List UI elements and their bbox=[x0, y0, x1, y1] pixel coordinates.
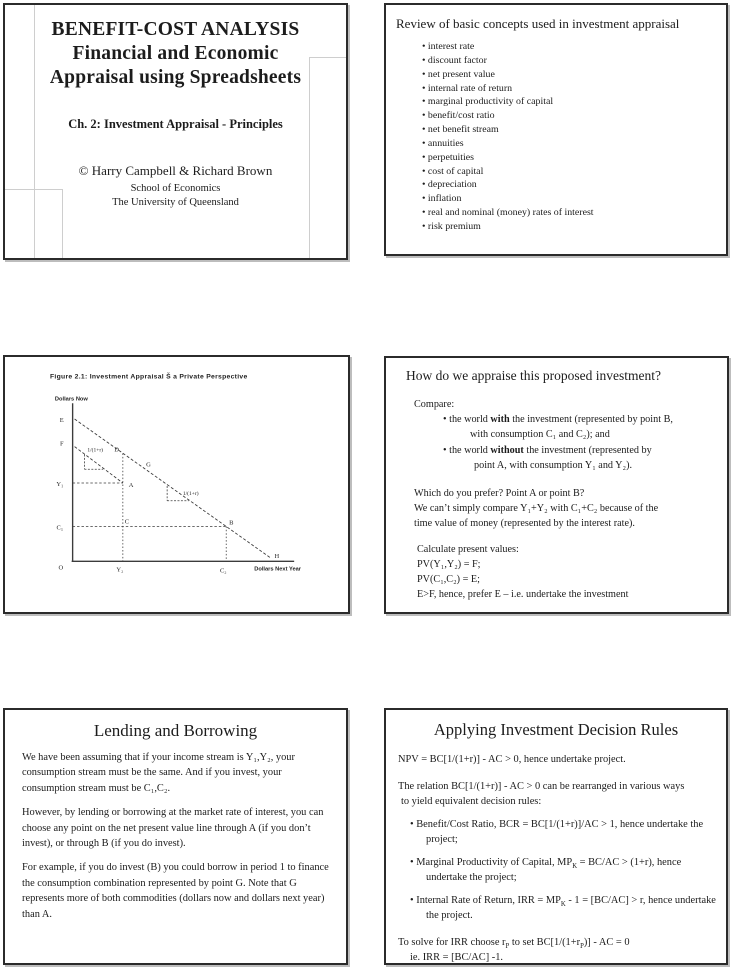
point-label-H: H bbox=[274, 552, 280, 560]
list-item: • real and nominal (money) rates of interest bbox=[422, 207, 594, 219]
point-label-E: E bbox=[59, 416, 64, 424]
list-item: • perpetuities bbox=[422, 151, 474, 163]
course-title-line-3: Appraisal using Spreadsheets bbox=[49, 67, 302, 88]
paragraph-example: For example, if you do invest (B) you could borrow in period 1 to finance the consumption combination represented by point G. Note that G represents more of both commodities (dollars now and dollars next year) bbox=[22, 862, 329, 905]
budget-line-EH bbox=[75, 419, 271, 558]
solve-irr-line-wrap: ie. IRR = [BC/AC] -1. bbox=[410, 952, 504, 963]
slide-heading: Applying Investment Decision Rules bbox=[433, 720, 679, 739]
axis-label-Y2: Y₂ bbox=[116, 566, 124, 574]
list-item: • cost of capital bbox=[422, 165, 484, 177]
scan-artifact-line bbox=[309, 57, 348, 58]
list-item: • depreciation bbox=[422, 179, 477, 191]
list-item: • discount factor bbox=[422, 54, 487, 66]
list-item: • interest rate bbox=[422, 41, 475, 52]
point-label-G: G bbox=[146, 461, 151, 469]
comparison-line-wrap: time value of money (represented by the interest rate). bbox=[414, 518, 635, 530]
bullet-without-investment-wrap: point A, with consumption Y₁ and Y₂). bbox=[474, 459, 633, 471]
investment-appraisal-diagram bbox=[5, 357, 348, 612]
slope-label-2: 1/(1+r) bbox=[182, 490, 199, 497]
question-line: Which do you prefer? Point A or point B? bbox=[414, 488, 585, 500]
axis-label-Y1: Y₁ bbox=[56, 480, 64, 488]
bullet-with-investment-wrap: with consumption C₁ and C₂); and bbox=[470, 429, 610, 441]
bullet-irr-rule: • Internal Rate of Return, IRR = $MP_K - 1 = [BC/AC] > r$, hence undertake the project. bbox=[410, 895, 716, 921]
list-item: • risk premium bbox=[422, 220, 481, 232]
scan-artifact-line bbox=[62, 189, 63, 258]
compare-label: Compare: bbox=[414, 399, 455, 410]
subscript-P: P bbox=[505, 943, 510, 951]
subscript-K: K bbox=[560, 901, 566, 909]
slope-label-1: 1/(1+r) bbox=[87, 447, 104, 454]
solve-irr-line: To solve for IRR choose $r_P$ to set $BC[1/(1+r_P)]$ - AC = 0 bbox=[398, 937, 630, 951]
paragraph-example-tail: than A. bbox=[22, 908, 53, 920]
list-item: • marginal productivity of capital bbox=[422, 96, 554, 108]
point-label-F: F bbox=[59, 440, 64, 448]
slide-heading: Lending and Borrowing bbox=[93, 721, 258, 740]
point-label-B: B bbox=[229, 519, 234, 527]
comparison-line: We can’t simply compare Y₁+Y₂ with C₁+C₂ because of the bbox=[414, 503, 659, 515]
axis-label-C1: C₁ bbox=[56, 524, 64, 532]
relation-line-wrap: to yield equivalent decision rules: bbox=[401, 796, 542, 807]
slide-review-concepts bbox=[384, 3, 728, 256]
point-label-D: D bbox=[114, 446, 119, 454]
npv-rule-line: NPV = BC[1/(1+r)] - AC > 0, hence undertake project. bbox=[398, 754, 626, 765]
scan-artifact-line bbox=[34, 5, 35, 258]
concept-list bbox=[422, 40, 726, 234]
bullet-mpk-rule: • Marginal Productivity of Capital, $MP_K = BC/AC > (1+r)$, hence undertake the project; bbox=[410, 857, 682, 883]
slide-heading: Review of basic concepts used in investment appraisal bbox=[396, 16, 680, 31]
pv-formula-1: PV(Y₁,Y₂) = F; bbox=[417, 558, 481, 570]
list-item: • net benefit stream bbox=[422, 124, 499, 136]
university-line: The University of Queensland bbox=[112, 197, 239, 208]
school-line: School of Economics bbox=[130, 183, 221, 194]
point-label-A: A bbox=[128, 481, 134, 489]
conclusion-line: E>F, hence, prefer E – i.e. undertake the investment bbox=[417, 589, 629, 601]
scan-artifact-line bbox=[309, 57, 310, 258]
slide-heading: How do we appraise this proposed investment? bbox=[406, 368, 661, 383]
list-item: • annuities bbox=[422, 137, 464, 149]
list-item: • benefit/cost ratio bbox=[422, 110, 495, 122]
slide-figure-2-1 bbox=[3, 355, 350, 614]
list-item: • inflation bbox=[422, 193, 462, 205]
relation-line: The relation BC[1/(1+r)] - AC > 0 can be rearranged in various ways bbox=[398, 781, 685, 792]
slide-lending-borrowing bbox=[3, 708, 348, 965]
chapter-subtitle: Ch. 2: Investment Appraisal - Principles bbox=[68, 117, 283, 131]
subscript-P: P bbox=[580, 943, 584, 951]
paragraph-lending: However, by lending or borrowing at the market rate of interest, you can choose any point on the net present value line through A (if you don’t invest), or through B (if you do invest). bbox=[22, 807, 324, 850]
pv-formula-2: PV(C₁,C₂) = E; bbox=[417, 574, 480, 586]
bullet-bcr-rule: • Benefit/Cost Ratio, BCR = BC[1/(1+r)]/AC > 1, hence undertake the project; bbox=[410, 819, 704, 845]
course-title-line-2: Financial and Economic bbox=[72, 43, 279, 64]
slide-title-card bbox=[3, 3, 348, 260]
scan-artifact-line bbox=[5, 189, 62, 190]
point-label-C: C bbox=[124, 518, 130, 526]
slide-appraise-investment bbox=[384, 356, 729, 614]
calc-heading: Calculate present values: bbox=[417, 543, 519, 555]
y-axis-label: Dollars Now bbox=[54, 396, 88, 403]
origin-label: O bbox=[58, 564, 64, 572]
paragraph-income-stream: We have been assuming that if your income stream is Y₁,Y₂, your consumption stream must be the same. And if you invest, your consumption stream must be C₁,C₂. bbox=[22, 752, 295, 794]
authors-line: © Harry Campbell & Richard Brown bbox=[78, 163, 273, 178]
x-axis-label: Dollars Next Year bbox=[254, 566, 302, 573]
bullet-with-investment: • the world with the investment (represented by point B, bbox=[443, 414, 673, 426]
bullet-without-investment: • the world without the investment (represented by bbox=[443, 444, 652, 456]
list-item: • internal rate of return bbox=[422, 82, 513, 94]
course-title bbox=[5, 18, 346, 90]
list-item: • net present value bbox=[422, 68, 495, 80]
subscript-K: K bbox=[572, 863, 578, 871]
slide-decision-rules bbox=[384, 708, 728, 965]
figure-title: Figure 2.1: Investment Appraisal Š a Private Perspective bbox=[49, 373, 248, 381]
axis-label-C2: C₂ bbox=[219, 567, 227, 575]
course-title-line-1: BENEFIT-COST ANALYSIS bbox=[51, 19, 300, 40]
